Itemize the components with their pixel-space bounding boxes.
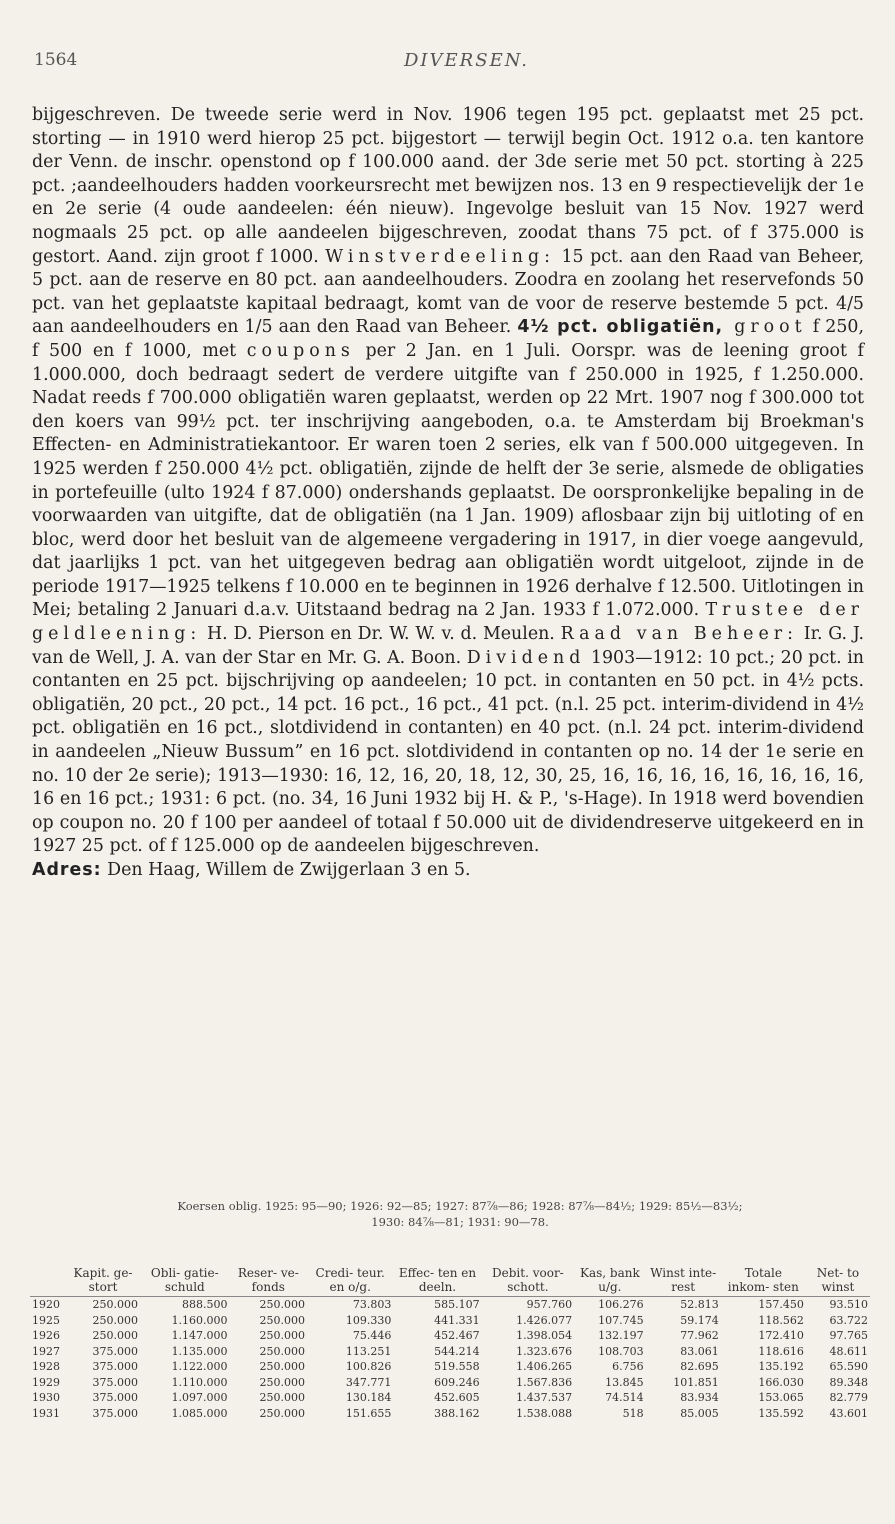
table-cell: 48.611 bbox=[829, 1344, 868, 1358]
body-paragraph bbox=[32, 104, 864, 859]
table-cell: 118.562 bbox=[758, 1313, 804, 1327]
body-text bbox=[32, 104, 864, 883]
table-cell: 1.160.000 bbox=[171, 1313, 228, 1327]
table-cell: 585.107 bbox=[393, 1297, 481, 1313]
table-cell: 250.000 bbox=[259, 1360, 306, 1373]
table-row bbox=[30, 1297, 870, 1313]
table-cell: 609.246 bbox=[434, 1375, 480, 1389]
table-cell: 108.703 bbox=[598, 1344, 644, 1358]
table-body bbox=[30, 1297, 870, 1422]
table-cell: 250.000 bbox=[259, 1406, 306, 1420]
text-segment: Ir. G. J. van de Well, J. A. van der Star en Mr. G. A. Boon. bbox=[32, 624, 864, 668]
table-cell: 89.348 bbox=[829, 1375, 868, 1389]
table-cell: 544.214 bbox=[434, 1344, 480, 1358]
table-cell: 518 bbox=[622, 1406, 644, 1420]
table-cell: 43.601 bbox=[829, 1406, 868, 1420]
table-row bbox=[30, 1328, 870, 1344]
table-cell: 250.000 bbox=[92, 1313, 139, 1327]
row-year-cell: 1929 bbox=[32, 1375, 60, 1389]
table-cell: 1.122.000 bbox=[171, 1360, 228, 1373]
table-row bbox=[30, 1344, 870, 1360]
table-cell: 113.251 bbox=[345, 1344, 392, 1358]
column-header: Net- to winst bbox=[816, 1266, 860, 1294]
column-header: Debit. voor- schott. bbox=[492, 1266, 564, 1294]
koersen-line: 1930: 84⅞—81; 1931: 90—78. bbox=[371, 1215, 549, 1229]
page-number: 1564 bbox=[34, 50, 78, 70]
table-cell: 1.110.000 bbox=[171, 1375, 228, 1389]
heading-dividend: Dividend bbox=[466, 647, 586, 668]
table-cell: 1.085.000 bbox=[171, 1406, 228, 1420]
table-cell: 82.779 bbox=[829, 1391, 868, 1404]
table-cell: 388.162 bbox=[434, 1406, 480, 1420]
table-cell: 375.000 bbox=[92, 1360, 139, 1373]
table-cell: 97.765 bbox=[829, 1329, 868, 1342]
table-cell: 375.000 bbox=[92, 1375, 139, 1389]
table-cell: 1.398.054 bbox=[516, 1329, 573, 1342]
column-header: Effec- ten en deeln. bbox=[398, 1266, 477, 1294]
table-cell: 85.005 bbox=[680, 1406, 719, 1420]
table-cell: 82.695 bbox=[680, 1360, 719, 1373]
table-cell: 957.760 bbox=[482, 1297, 574, 1313]
table-cell: 441.331 bbox=[434, 1313, 480, 1327]
table-cell: 888.500 bbox=[140, 1297, 230, 1313]
table-cell: 132.197 bbox=[598, 1329, 644, 1342]
table-cell: 250.000 bbox=[259, 1313, 306, 1327]
heading-raad-van-beheer: Raad van Beheer: bbox=[560, 624, 798, 645]
column-header: Reser- ve- fonds bbox=[237, 1266, 299, 1294]
table-cell: 100.826 bbox=[345, 1360, 392, 1373]
table-header-row bbox=[30, 1266, 870, 1297]
table-cell: 347.771 bbox=[345, 1375, 392, 1389]
heading-obligatien: 4½ pct. obligatiën, bbox=[517, 317, 724, 338]
koersen-block bbox=[60, 1198, 860, 1230]
table-cell: 250.000 bbox=[259, 1375, 306, 1389]
table-cell: 250.000 bbox=[259, 1391, 306, 1404]
heading-adres: Adres: bbox=[32, 860, 102, 880]
text-segment: f 250, f 500 en f 1000, met bbox=[32, 317, 865, 361]
table-cell: 1.147.000 bbox=[171, 1329, 228, 1342]
table-cell: 250.000 bbox=[66, 1297, 140, 1313]
table-row bbox=[30, 1313, 870, 1329]
table-cell: 375.000 bbox=[92, 1391, 139, 1404]
table-cell: 6.756 bbox=[612, 1360, 644, 1373]
page-header bbox=[34, 50, 865, 80]
koersen-line: Koersen oblig. 1925: 95—90; 1926: 92—85; 1927: 87⅞—86; 1928: 87⅞—84½; 1929: 85½—83½; bbox=[177, 1199, 743, 1213]
text-segment: 1903—1912: 10 pct.; 20 pct. in contanten en 25 pct. bijschrijving op aandeelen; 10 pct. in contanten en 50 pct. in 4½ pcts. obligatiën, 20 pct., 20 pct., 14 pct. 16 pct., 16 pct., 41 pct. (n.l. 25 pct. interim-dividend in 4½ pct. obligatiën en 16 pct., slotdividend in contanten) en 40 pct. (n.l. 24 pct. interim-dividend in aandeelen „Nieuw Bussum” en 16 pct. slotdividend in contanten op no. 14 der 1e serie en no. 10 der 2e serie); 1913—1930: 16, 12, 16, 20, 18, 12, 30, 25, 16, 16, 16, 16, 16, 16, 16, 16, 16 en 16 pct.; 1931: 6 pct. (no. 34, 16 Juni 1932 bij H. & P., 's-Hage). In 1918 werd bovendien op coupon no. 20 f 100 per aandeel of totaal f 50.000 uit de dividendreserve uitgekeerd en in 1927 25 pct. of f 125.000 op de aandeelen bijgeschreven. bbox=[32, 647, 864, 857]
table-cell: 375.000 bbox=[92, 1344, 139, 1358]
table-cell: 151.655 bbox=[345, 1406, 392, 1420]
row-year-cell: 1928 bbox=[32, 1360, 60, 1373]
table-cell: 101.851 bbox=[673, 1375, 719, 1389]
column-header: Kas, bank u/g. bbox=[579, 1266, 640, 1294]
table-cell: 172.410 bbox=[758, 1329, 804, 1342]
row-year-cell: 1930 bbox=[32, 1391, 60, 1404]
table-cell: 13.845 bbox=[605, 1375, 644, 1389]
table-row bbox=[30, 1359, 870, 1375]
table-cell: 250.000 bbox=[230, 1297, 307, 1313]
table-row bbox=[30, 1406, 870, 1422]
text-segment: per 2 Jan. en 1 Juli. Oorspr. was de leening groot f 1.000.000, doch bedraagt sedert de verdere uitgifte van f 250.000 in 1925, f 1.250.000. Nadat reeds f 700.000 obligatiën waren geplaatst, werden op 22 Mrt. 1907 nog f 300.000 tot den koers van 99½ pct. ter inschrijving aangeboden, o.a. te Amsterdam bij Broekman's Effecten- en Administratiekantoor. Er waren toen 2 series, elk van f 500.000 uitgegeven. In 1925 werden f 250.000 4½ pct. obligatiën, zijnde de helft der 3e serie, alsmede de obligaties in portefeuille (ulto 1924 f 87.000) ondershands geplaatst. De oorspronkelijke bepaling in de voorwaarden van uitgifte, dat de obligatiën (na 1 Jan. 1909) aflosbaar zijn bij uitloting of en bloc, werd door het besluit van de algemeene vergadering in 1917, in dier voege aangevuld, dat jaarlijks 1 pct. van het uitgegeven bedrag aan obligatiën wordt uitgeloot, zijnde in de periode 1917—1925 telkens f 10.000 en te beginnen in 1926 derhalve f 12.500. Uitlotingen in Mei; betaling 2 Januari d.a.v. Uitstaand bedrag na 2 Jan. 1933 f 1.072.000. bbox=[32, 340, 864, 621]
table-cell: 250.000 bbox=[259, 1329, 306, 1342]
table-cell: 519.558 bbox=[434, 1360, 480, 1373]
table-cell: 75.446 bbox=[352, 1329, 392, 1342]
table-cell: 452.605 bbox=[434, 1391, 480, 1404]
table-cell: 135.592 bbox=[758, 1406, 804, 1420]
column-header bbox=[30, 1266, 66, 1297]
table-row bbox=[30, 1375, 870, 1391]
table-cell: 250.000 bbox=[92, 1329, 139, 1342]
table-cell: 452.467 bbox=[434, 1329, 480, 1342]
row-year-cell: 1920 bbox=[30, 1297, 66, 1313]
table-cell: 1.406.265 bbox=[516, 1360, 573, 1373]
table-cell: 130.184 bbox=[345, 1391, 392, 1404]
table-cell: 83.061 bbox=[680, 1344, 719, 1358]
row-year-cell: 1926 bbox=[32, 1329, 60, 1342]
heading-coupons: coupons bbox=[246, 340, 355, 361]
table-cell: 83.934 bbox=[680, 1391, 719, 1404]
table-row bbox=[30, 1390, 870, 1406]
table-cell: 107.745 bbox=[598, 1313, 644, 1327]
row-year-cell: 1927 bbox=[32, 1344, 60, 1358]
table-cell: 166.030 bbox=[758, 1375, 804, 1389]
table-cell: 1.135.000 bbox=[171, 1344, 228, 1358]
heading-groot: groot bbox=[723, 317, 807, 338]
address-text: Den Haag, Willem de Zwijgerlaan 3 en 5. bbox=[101, 860, 471, 880]
table-cell: 52.813 bbox=[646, 1297, 721, 1313]
table-cell: 118.616 bbox=[758, 1344, 804, 1358]
table-cell: 65.590 bbox=[829, 1360, 868, 1373]
row-year-cell: 1931 bbox=[32, 1406, 60, 1420]
table-cell: 106.276 bbox=[574, 1297, 646, 1313]
table-cell: 73.803 bbox=[307, 1297, 393, 1313]
table-cell: 59.174 bbox=[680, 1313, 719, 1327]
table-cell: 77.962 bbox=[680, 1329, 719, 1342]
text-segment: 15 pct. aan den Raad van Beheer, 5 pct. aan de reserve en 80 pct. aan aandeelhouders. Zoodra en zoolang het reservefonds 50 pct. van het geplaatste kapitaal bedraagt, komt van de voor de reserve bestemde 5 pct. 4/5 aan aandeelhouders en 1/5 aan den Raad van Beheer. bbox=[32, 246, 864, 338]
heading-winstverdeeling: Winstverdeeling: bbox=[325, 246, 555, 267]
table-cell: 135.192 bbox=[758, 1360, 804, 1373]
table-cell: 250.000 bbox=[259, 1344, 306, 1358]
row-year-cell: 1925 bbox=[32, 1313, 60, 1327]
running-title: DIVERSEN. bbox=[404, 50, 530, 71]
text-segment: H. D. Pierson en Dr. W. W. v. d. Meulen. bbox=[201, 624, 561, 645]
column-header: Totale inkom- sten bbox=[727, 1266, 799, 1294]
table-cell: 93.510 bbox=[806, 1297, 870, 1313]
address-paragraph bbox=[32, 859, 864, 883]
table-cell: 1.437.537 bbox=[516, 1391, 573, 1404]
column-header: Kapit. ge- stort bbox=[73, 1266, 133, 1294]
heading-trustee: Trustee der geldleening: bbox=[32, 600, 864, 645]
column-header: Credi- teur. en o/g. bbox=[315, 1266, 385, 1294]
table-cell: 109.330 bbox=[345, 1313, 392, 1327]
financial-table bbox=[30, 1266, 870, 1421]
table-cell: 74.514 bbox=[605, 1391, 644, 1404]
column-header: Obli- gatie- schuld bbox=[150, 1266, 219, 1294]
table-cell: 375.000 bbox=[92, 1406, 139, 1420]
table-cell: 63.722 bbox=[829, 1313, 868, 1327]
table-cell: 1.097.000 bbox=[171, 1391, 228, 1404]
table-cell: 1.538.088 bbox=[516, 1406, 573, 1420]
table-cell: 157.450 bbox=[721, 1297, 806, 1313]
table-cell: 1.426.077 bbox=[516, 1313, 573, 1327]
table-cell: 153.065 bbox=[758, 1391, 804, 1404]
text-segment: bijgeschreven. De tweede serie werd in Nov. 1906 tegen 195 pct. geplaatst met 25 pct. storting — in 1910 werd hierop 25 pct. bijgestort — terwijl begin Oct. 1912 o.a. ten kantore der Venn. de inschr. openstond op f 100.000 aand. der 3de serie met 50 pct. storting à 225 pct. ;aandeelhouders hadden voorkeursrecht met bewijzen nos. 13 en 9 respectievelijk der 1e en 2e serie (4 oude aandeelen: één nieuw). Ingevolge besluit van 15 Nov. 1927 werd nogmaals 25 pct. op alle aandeelen bijgeschreven, zoodat thans 75 pct. of f 375.000 is gestort. Aand. zijn groot f 1000. bbox=[32, 105, 864, 267]
column-header: Winst inte- rest bbox=[650, 1266, 717, 1294]
table-cell: 1.567.836 bbox=[516, 1375, 573, 1389]
table-cell: 1.323.676 bbox=[516, 1344, 573, 1358]
